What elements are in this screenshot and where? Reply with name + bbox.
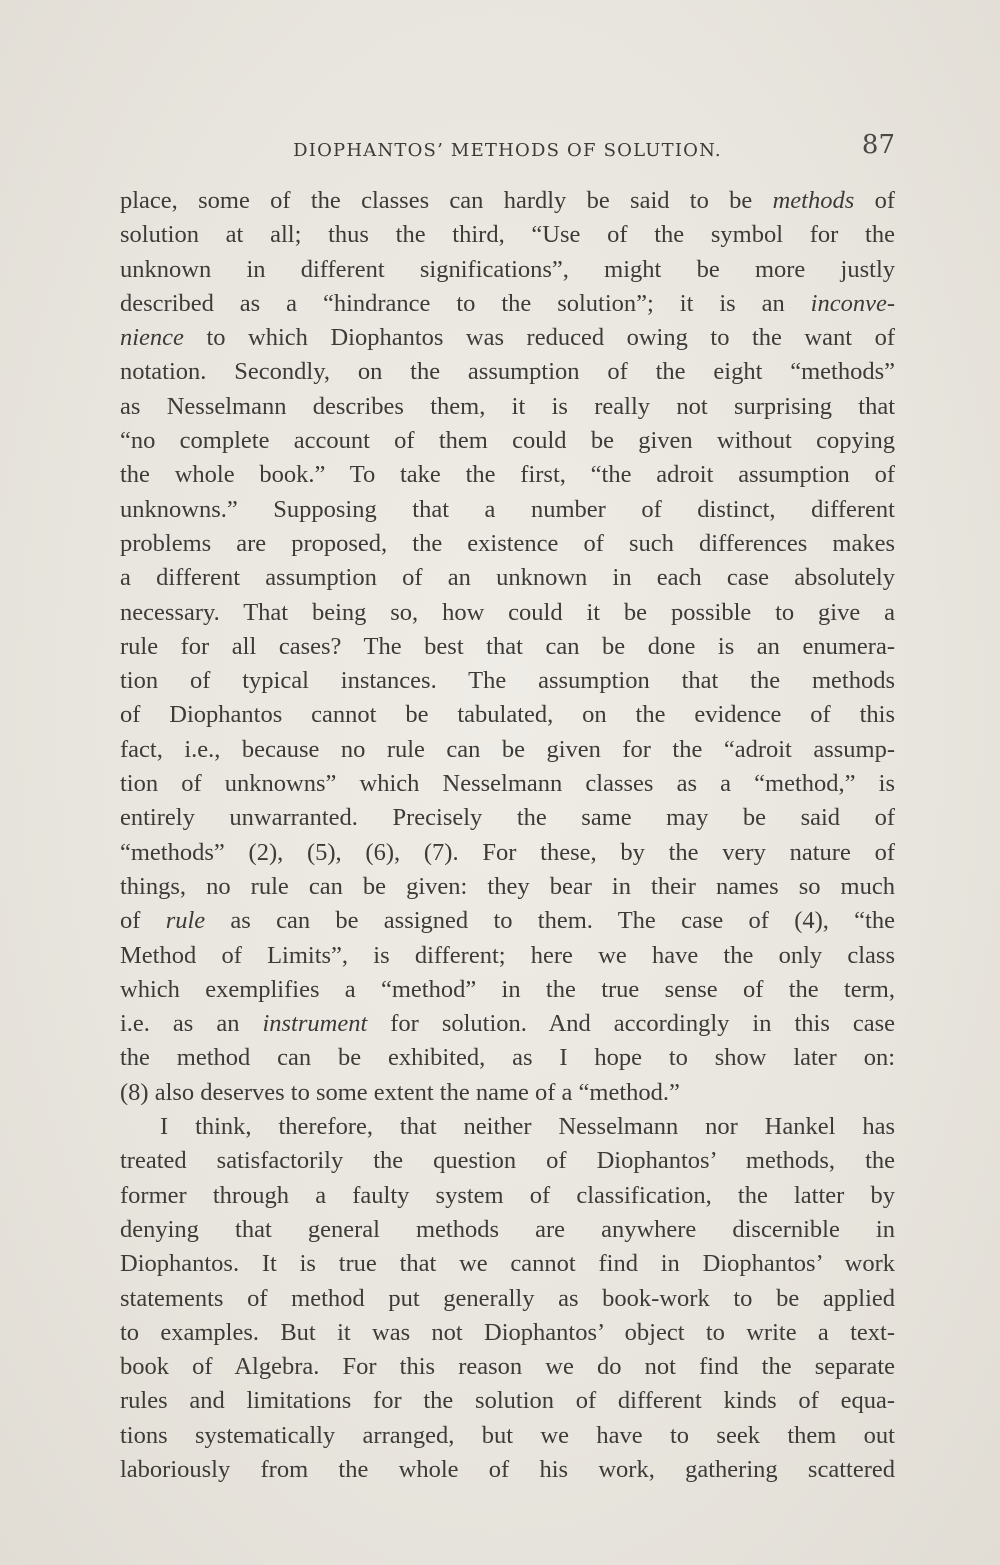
text-line — [120, 1179, 895, 1213]
text-segment: i.e. as an — [120, 1010, 263, 1038]
body-text — [120, 184, 895, 1487]
text-line — [120, 904, 895, 938]
text-segment: former through a faulty system of classification, the latter by — [120, 1181, 895, 1209]
text-line — [120, 698, 895, 732]
text-segment: unknowns.” Supposing that a number of distinct, different — [120, 495, 895, 523]
text-segment: “methods” (2), (5), (6), (7). For these, by the very nature of — [120, 838, 895, 866]
text-segment: of — [120, 907, 166, 935]
text-line — [120, 801, 895, 835]
text-segment: a different assumption of an unknown in each case absolutely — [120, 564, 895, 592]
italic-text: instrument — [262, 1010, 368, 1038]
text-line — [120, 390, 895, 424]
text-line — [120, 1453, 895, 1487]
text-segment: notation. Secondly, on the assumption of the eight “methods” — [120, 358, 895, 386]
text-segment: as Nesselmann describes them, it is really not surprising that — [120, 392, 895, 420]
text-segment: the whole book.” To take the first, “the adroit assumption of — [120, 461, 895, 489]
text-line — [120, 733, 895, 767]
text-segment: Diophantos. It is true that we cannot find in Diophantos’ work — [120, 1250, 895, 1278]
running-head: DIOPHANTOS’ METHODS OF SOLUTION. — [293, 140, 722, 161]
text-line — [120, 493, 895, 527]
text-line — [120, 1213, 895, 1247]
text-line — [120, 355, 895, 389]
text-line — [120, 973, 895, 1007]
text-segment: tion of unknowns” which Nesselmann classes as a “method,” is — [120, 770, 895, 798]
page-number: 87 — [861, 130, 895, 160]
italic-text: inconve- — [810, 289, 895, 317]
text-segment: statements of method put generally as book-work to be applied — [120, 1284, 895, 1312]
text-line — [120, 939, 895, 973]
text-line — [120, 1316, 895, 1350]
text-segment: of — [854, 187, 895, 214]
text-line — [120, 184, 895, 218]
text-line — [120, 596, 895, 630]
text-line — [120, 870, 895, 904]
text-line — [120, 561, 895, 595]
text-line — [120, 767, 895, 801]
text-segment: as can be assigned to them. The case of (4), “the — [205, 907, 895, 935]
text-segment: problems are proposed, the existence of such differences makes — [120, 529, 895, 557]
text-segment: rules and limitations for the solution of different kinds of equa- — [120, 1387, 895, 1415]
text-segment: solution at all; thus the third, “Use of the symbol for the — [120, 221, 895, 249]
text-line — [120, 1282, 895, 1316]
text-segment: I think, therefore, that neither Nesselmann nor Hankel has — [160, 1113, 895, 1141]
text-line — [120, 630, 895, 664]
text-segment: to which Diophantos was reduced owing to the want of — [183, 324, 895, 352]
text-line — [120, 664, 895, 698]
text-segment: “no complete account of them could be given without copying — [120, 427, 895, 455]
text-segment: fact, i.e., because no rule can be given for the “adroit assump- — [120, 735, 895, 763]
text-line — [120, 218, 895, 252]
text-segment: to examples. But it was not Diophantos’ object to write a text- — [120, 1318, 895, 1346]
text-line — [120, 836, 895, 870]
text-line — [120, 321, 895, 355]
italic-text: methods — [772, 187, 855, 214]
text-line — [120, 1007, 895, 1041]
page-header — [120, 130, 895, 170]
text-segment: laboriously from the whole of his work, gathering scattered — [120, 1455, 895, 1483]
italic-text: rule — [165, 907, 206, 935]
text-segment: book of Algebra. For this reason we do not find the separate — [120, 1353, 895, 1381]
text-line — [120, 1247, 895, 1281]
text-line — [120, 1110, 895, 1144]
text-line — [120, 287, 895, 321]
text-segment: things, no rule can be given: they bear in their names so much — [120, 872, 895, 900]
text-line — [120, 1419, 895, 1453]
text-segment: denying that general methods are anywhere discernible in — [120, 1215, 895, 1243]
text-segment: tion of typical instances. The assumption that the methods — [120, 667, 895, 695]
text-segment: treated satisfactorily the question of Diophantos’ methods, the — [120, 1147, 895, 1175]
text-segment: Method of Limits”, is different; here we have the only class — [120, 941, 895, 969]
text-segment: place, some of the classes can hardly be said to be — [120, 187, 773, 214]
text-segment: described as a “hindrance to the solution”; it is an — [120, 289, 811, 317]
text-line — [120, 1041, 895, 1075]
text-segment: which exemplifies a “method” in the true sense of the term, — [120, 975, 895, 1003]
text-segment: necessary. That being so, how could it be possible to give a — [120, 598, 895, 626]
text-line — [120, 424, 895, 458]
text-segment: tions systematically arranged, but we have to seek them out — [120, 1421, 895, 1449]
text-line — [120, 1144, 895, 1178]
text-line — [120, 253, 895, 287]
text-segment: (8) also deserves to some extent the name of a “method.” — [120, 1078, 680, 1106]
text-segment: the method can be exhibited, as I hope to show later on: — [120, 1044, 895, 1072]
text-segment: for solution. And accordingly in this case — [367, 1010, 895, 1038]
text-segment: rule for all cases? The best that can be done is an enumera- — [120, 632, 895, 660]
text-segment: entirely unwarranted. Precisely the same may be said of — [120, 804, 895, 832]
text-line — [120, 458, 895, 492]
text-line — [120, 1384, 895, 1418]
text-line — [120, 1076, 895, 1110]
italic-text: nience — [120, 324, 184, 352]
text-line — [120, 1350, 895, 1384]
text-segment: unknown in different significations”, might be more justly — [120, 255, 895, 283]
text-line — [120, 527, 895, 561]
text-segment: of Diophantos cannot be tabulated, on the evidence of this — [120, 701, 895, 729]
